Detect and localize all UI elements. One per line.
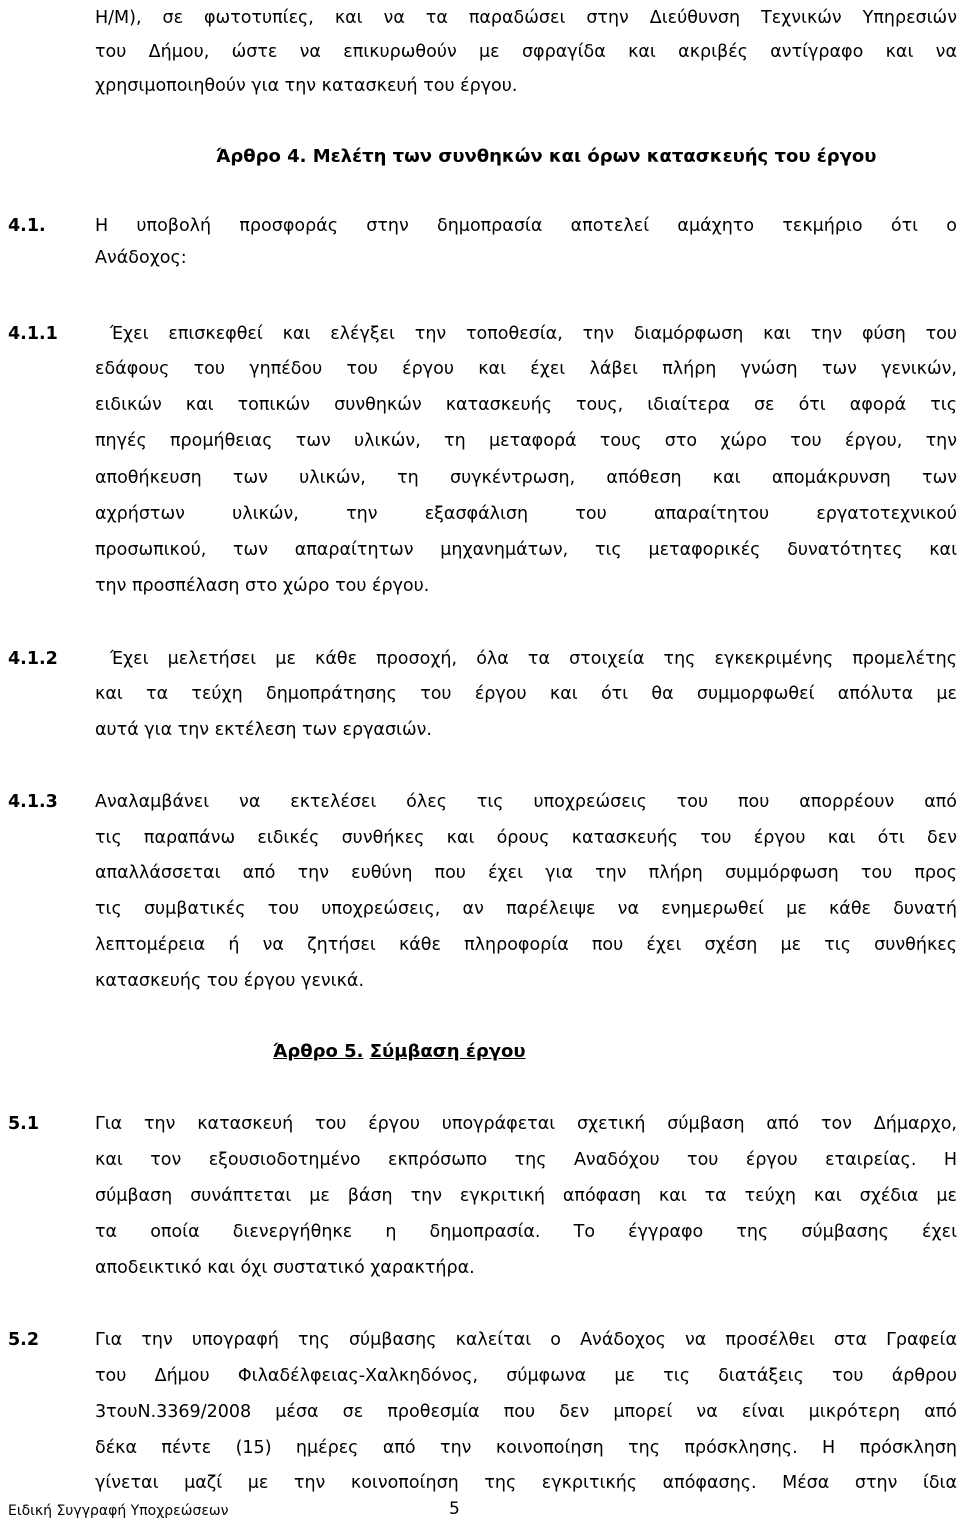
section-4-1-line-2: Ανάδοχος: — [95, 248, 187, 268]
section-4-1-2-line-3: αυτά για την εκτέλεση των εργασιών. — [95, 720, 432, 740]
section-5-1-line-5: αποδεικτικό και όχι συστατικό χαρακτήρα. — [95, 1258, 475, 1278]
section-5-2-line-4: δέκα πέντε (15) ημέρες από την κοινοποίηση της πρόσκλησης. Η πρόσκληση — [95, 1438, 957, 1458]
section-5-1-line-1: Για την κατασκευή του έργου υπογράφεται σχετική σύμβαση από τον Δήμαρχο, — [95, 1114, 957, 1134]
section-5-2-line-3: 3τουΝ.3369/2008 μέσα σε προθεσμία που δεν μπορεί να είναι μικρότερη από — [95, 1402, 957, 1422]
section-4-1-3-line-1: Αναλαμβάνει να εκτελέσει όλες τις υποχρεώσεις του που απορρέουν από — [95, 792, 957, 812]
intro-line-2: του Δήμου, ώστε να επικυρωθούν με σφραγίδα και ακριβές αντίγραφο και να — [95, 42, 957, 62]
section-4-1-3-number: 4.1.3 — [8, 792, 58, 812]
section-5-1-line-2: και τον εξουσιοδοτημένο εκπρόσωπο της Αναδόχου του έργου εταιρείας. Η — [95, 1150, 957, 1170]
intro-line-1: Η/Μ), σε φωτοτυπίες, και να τα παραδώσει στην Διεύθυνση Τεχνικών Υπηρεσιών — [95, 8, 957, 28]
section-4-1-1-line-6: αχρήστων υλικών, την εξασφάλιση του απαραίτητου εργατοτεχνικού — [95, 504, 957, 524]
section-5-1-number: 5.1 — [8, 1114, 40, 1134]
section-4-1-3-line-2: τις παραπάνω ειδικές συνθήκες και όρους κατασκευής του έργου και ότι δεν — [95, 828, 957, 848]
section-4-1-number: 4.1. — [8, 216, 46, 236]
section-4-1-2-number: 4.1.2 — [8, 649, 58, 669]
article-5-heading-title: Σύμβαση έργου — [369, 1041, 526, 1062]
article-5-heading — [273, 1040, 526, 1064]
section-4-1-1-line-8: την προσπέλαση στο χώρο του έργου. — [95, 576, 430, 596]
section-4-1-1-line-5: αποθήκευση των υλικών, τη συγκέντρωση, απόθεση και απομάκρυνση των — [95, 468, 957, 488]
article-4-heading: Άρθρο 4. Μελέτη των συνθηκών και όρων κατασκευής του έργου — [216, 146, 877, 167]
section-4-1-1-number: 4.1.1 — [8, 324, 58, 344]
section-5-1-line-4: τα οποία διενεργήθηκε η δημοπρασία. Το έγγραφο της σύμβασης έχει — [95, 1222, 957, 1242]
section-4-1-1-line-1: Έχει επισκεφθεί και ελέγξει την τοποθεσία, την διαμόρφωση και την φύση του — [110, 324, 957, 344]
section-4-1-line-1: Η υποβολή προσφοράς στην δημοπρασία αποτελεί αμάχητο τεκμήριο ότι ο — [95, 216, 957, 236]
section-4-1-2-line-1: Έχει μελετήσει με κάθε προσοχή, όλα τα στοιχεία της εγκεκριμένης προμελέτης — [110, 649, 957, 669]
section-4-1-3-line-4: τις συμβατικές του υποχρεώσεις, αν παρέλειψε να ενημερωθεί με κάθε δυνατή — [95, 899, 957, 919]
footer-title: Ειδική Συγγραφή Υποχρεώσεων — [8, 1503, 229, 1519]
section-4-1-1-line-7: προσωπικού, των απαραίτητων μηχανημάτων, τις μεταφορικές δυνατότητες και — [95, 540, 957, 560]
section-4-1-1-line-3: ειδικών και τοπικών συνθηκών κατασκευής τους, ιδιαίτερα σε ότι αφορά τις — [95, 395, 957, 415]
section-5-2-number: 5.2 — [8, 1330, 40, 1350]
section-5-1-line-3: σύμβαση συνάπτεται με βάση την εγκριτική απόφαση και τα τεύχη και σχέδια με — [95, 1186, 957, 1206]
section-4-1-3-line-3: απαλλάσσεται από την ευθύνη που έχει για την πλήρη συμμόρφωση του προς — [95, 863, 957, 883]
footer-page-number: 5 — [449, 1499, 460, 1519]
section-4-1-1-line-4: πηγές προμήθειας των υλικών, τη μεταφορά τους στο χώρο του έργου, την — [95, 431, 957, 451]
section-4-1-3-line-6: κατασκευής του έργου γενικά. — [95, 971, 365, 991]
section-5-2-line-5: γίνεται μαζί με την κοινοποίηση της εγκριτικής απόφασης. Μέσα στην ίδια — [95, 1473, 957, 1493]
section-4-1-1-line-2: εδάφους του γηπέδου του έργου και έχει λάβει πλήρη γνώση των γενικών, — [95, 359, 957, 379]
article-5-heading-prefix: Άρθρο 5. — [273, 1041, 364, 1062]
section-4-1-3-line-5: λεπτομέρεια ή να ζητήσει κάθε πληροφορία που έχει σχέση με τις συνθήκες — [95, 935, 957, 955]
section-5-2-line-2: του Δήμου Φιλαδέλφειας-Χαλκηδόνος, σύμφωνα με τις διατάξεις του άρθρου — [95, 1366, 957, 1386]
intro-line-3: χρησιμοποιηθούν για την κατασκευή του έργου. — [95, 76, 518, 96]
section-5-2-line-1: Για την υπογραφή της σύμβασης καλείται ο Ανάδοχος να προσέλθει στα Γραφεία — [95, 1330, 957, 1350]
section-4-1-2-line-2: και τα τεύχη δημοπράτησης του έργου και ότι θα συμμορφωθεί απόλυτα με — [95, 684, 957, 704]
